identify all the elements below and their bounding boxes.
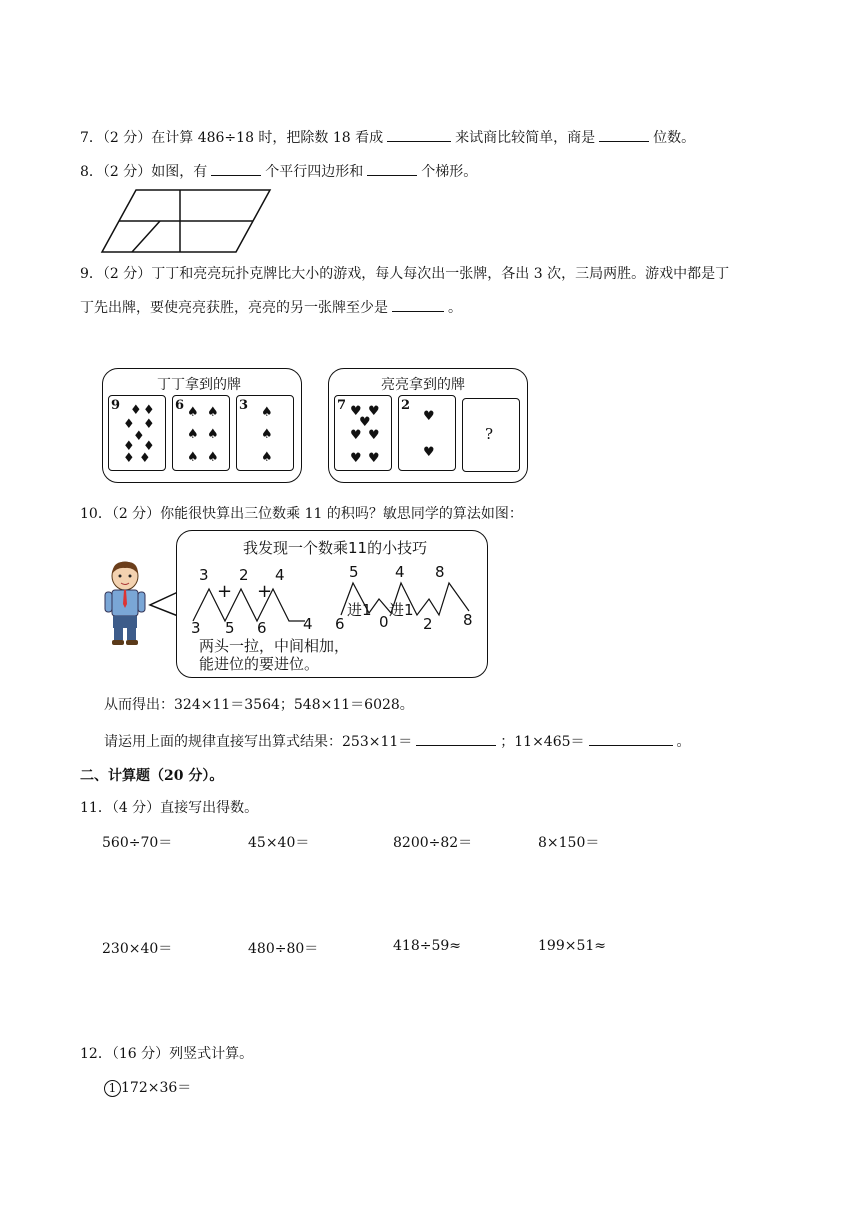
card-rank: 6	[175, 398, 185, 413]
question-8	[80, 161, 477, 181]
q7-lead: 7．（2 分）在计算 486÷18 时，把除数 18 看成	[80, 130, 384, 146]
q8-blank-2[interactable]	[367, 161, 417, 176]
left-bottom-digit: 4	[303, 615, 313, 633]
card-rank: 3	[239, 398, 249, 413]
left-plus-sign: +	[257, 581, 273, 602]
q10-ask	[104, 731, 691, 751]
left-top-digit: 4	[275, 566, 285, 584]
spade-icon: ♠	[261, 405, 273, 420]
liangliang-card-1[interactable]	[334, 395, 392, 471]
question-9-line2	[80, 297, 462, 317]
q9-line2-tail: 。	[448, 300, 462, 316]
diamond-icon: ♦	[143, 439, 155, 454]
left-plus-sign: +	[217, 581, 233, 602]
left-top-digit: 3	[199, 566, 209, 584]
dingding-box-title: 丁丁拿到的牌	[157, 377, 241, 393]
right-top-digit: 5	[349, 563, 359, 581]
spade-icon: ♠	[261, 450, 273, 465]
liangliang-card-2[interactable]	[398, 395, 456, 471]
diamond-icon: ♦	[123, 451, 135, 466]
dingding-card-2[interactable]	[172, 395, 230, 471]
dingding-card-1[interactable]	[108, 395, 166, 471]
oral-calc-item: 199×51≈	[538, 938, 606, 954]
question-9-line1: 9．（2 分）丁丁和亮亮玩扑克牌比大小的游戏，每人每次出一张牌，各出 3 次，三局两胜。游戏中都是丁	[80, 266, 730, 282]
card-rank: 2	[401, 398, 411, 413]
q8-tail: 个梯形。	[421, 164, 478, 180]
spade-icon: ♠	[261, 427, 273, 442]
card-rank: 9	[111, 398, 121, 413]
question-7	[80, 127, 695, 147]
q12-item-1	[104, 1077, 191, 1097]
section-2-heading: 二、计算题（20 分）。	[80, 768, 224, 784]
oral-calc-item: 480÷80＝	[248, 941, 319, 957]
multiply-by-11-tip-bubble	[176, 530, 488, 678]
heart-icon: ♥	[368, 428, 380, 443]
q7-tail: 位数。	[653, 130, 696, 146]
q10-ask-tail: 。	[676, 734, 691, 750]
q10-blank-1[interactable]	[416, 731, 496, 746]
liangliang-card-unknown[interactable]	[462, 398, 520, 472]
oral-calc-item: 230×40＝	[102, 941, 173, 957]
right-top-digit: 8	[435, 563, 445, 581]
card-rank: 7	[337, 398, 347, 413]
heart-icon: ♥	[368, 451, 380, 466]
spade-icon: ♠	[187, 405, 199, 420]
q8-lead: 8．（2 分）如图，有	[80, 164, 208, 180]
diamond-icon: ♦	[123, 417, 135, 432]
q10-result: 从而得出：324×11＝3564；548×11＝6028。	[104, 697, 414, 713]
left-bottom-digit: 6	[257, 619, 267, 637]
spade-icon: ♠	[207, 405, 219, 420]
carry-label: 进1	[347, 601, 372, 619]
bubble-title: 我发现一个数乘11的小技巧	[243, 539, 428, 557]
circled-number-1: 1	[104, 1080, 121, 1097]
left-bottom-digit: 3	[191, 619, 201, 637]
oral-calc-item: 8×150＝	[538, 835, 600, 851]
diamond-icon: ♦	[139, 451, 151, 466]
question-11-title: 11．（4 分）直接写出得数。	[80, 800, 259, 816]
q9-line2-lead: 丁先出牌，要使亮亮获胜，亮亮的另一张牌至少是	[80, 300, 388, 316]
question-10-title: 10．（2 分）你能很快算出三位数乘 11 的积吗？敏思同学的算法如图：	[80, 506, 523, 522]
carry-label: 进1	[389, 601, 414, 619]
q10-blank-2[interactable]	[589, 731, 673, 746]
right-bottom-digit: 8	[463, 611, 473, 629]
right-top-digit: 4	[395, 563, 405, 581]
diamond-icon: ♦	[143, 417, 155, 432]
diamond-icon: ♦	[123, 439, 135, 454]
right-bottom-digit: 0	[379, 613, 389, 631]
q10-ask-mid: ；11×465＝	[500, 734, 585, 750]
parallelogram-figure	[100, 188, 275, 256]
q7-blank-2[interactable]	[599, 127, 649, 142]
diamond-icon: ♦	[143, 403, 155, 418]
heart-icon: ♥	[350, 404, 362, 419]
oral-calc-item: 45×40＝	[248, 835, 310, 851]
liangliang-box-title: 亮亮拿到的牌	[381, 377, 465, 393]
heart-icon: ♥	[423, 409, 435, 424]
heart-icon: ♥	[368, 404, 380, 419]
q12-item-1-expression: 172×36＝	[121, 1080, 192, 1096]
oral-calc-item: 8200÷82＝	[393, 835, 473, 851]
right-bottom-digit: 2	[423, 615, 433, 633]
oral-calc-item: 560÷70＝	[102, 835, 173, 851]
spade-icon: ♠	[187, 450, 199, 465]
card-unknown-mark: ?	[485, 425, 494, 443]
example-324-zigzag	[191, 581, 317, 623]
q8-blank-1[interactable]	[211, 161, 261, 176]
left-bottom-digit: 5	[225, 619, 235, 637]
right-bottom-digit: 6	[335, 615, 345, 633]
tip-note-line1: 两头一拉，中间相加，	[199, 637, 350, 655]
diamond-icon: ♦	[133, 429, 145, 444]
q7-blank-1[interactable]	[387, 127, 451, 142]
question-12-title: 12．（16 分）列竖式计算。	[80, 1046, 254, 1062]
spade-icon: ♠	[207, 450, 219, 465]
heart-icon: ♥	[350, 428, 362, 443]
q7-mid: 来试商比较简单，商是	[455, 130, 596, 146]
q9-blank[interactable]	[392, 297, 444, 312]
heart-icon: ♥	[350, 451, 362, 466]
spade-icon: ♠	[187, 427, 199, 442]
dingding-card-3[interactable]	[236, 395, 294, 471]
oral-calc-item: 418÷59≈	[393, 938, 461, 954]
heart-icon: ♥	[359, 415, 371, 430]
heart-icon: ♥	[423, 445, 435, 460]
left-top-digit: 2	[239, 566, 249, 584]
student-boy-illustration	[100, 560, 150, 646]
q8-mid: 个平行四边形和	[265, 164, 364, 180]
diamond-icon: ♦	[130, 403, 142, 418]
q10-ask-lead: 请运用上面的规律直接写出算式结果：253×11＝	[104, 734, 413, 750]
spade-icon: ♠	[207, 427, 219, 442]
tip-note-line2: 能进位的要进位。	[199, 655, 320, 673]
